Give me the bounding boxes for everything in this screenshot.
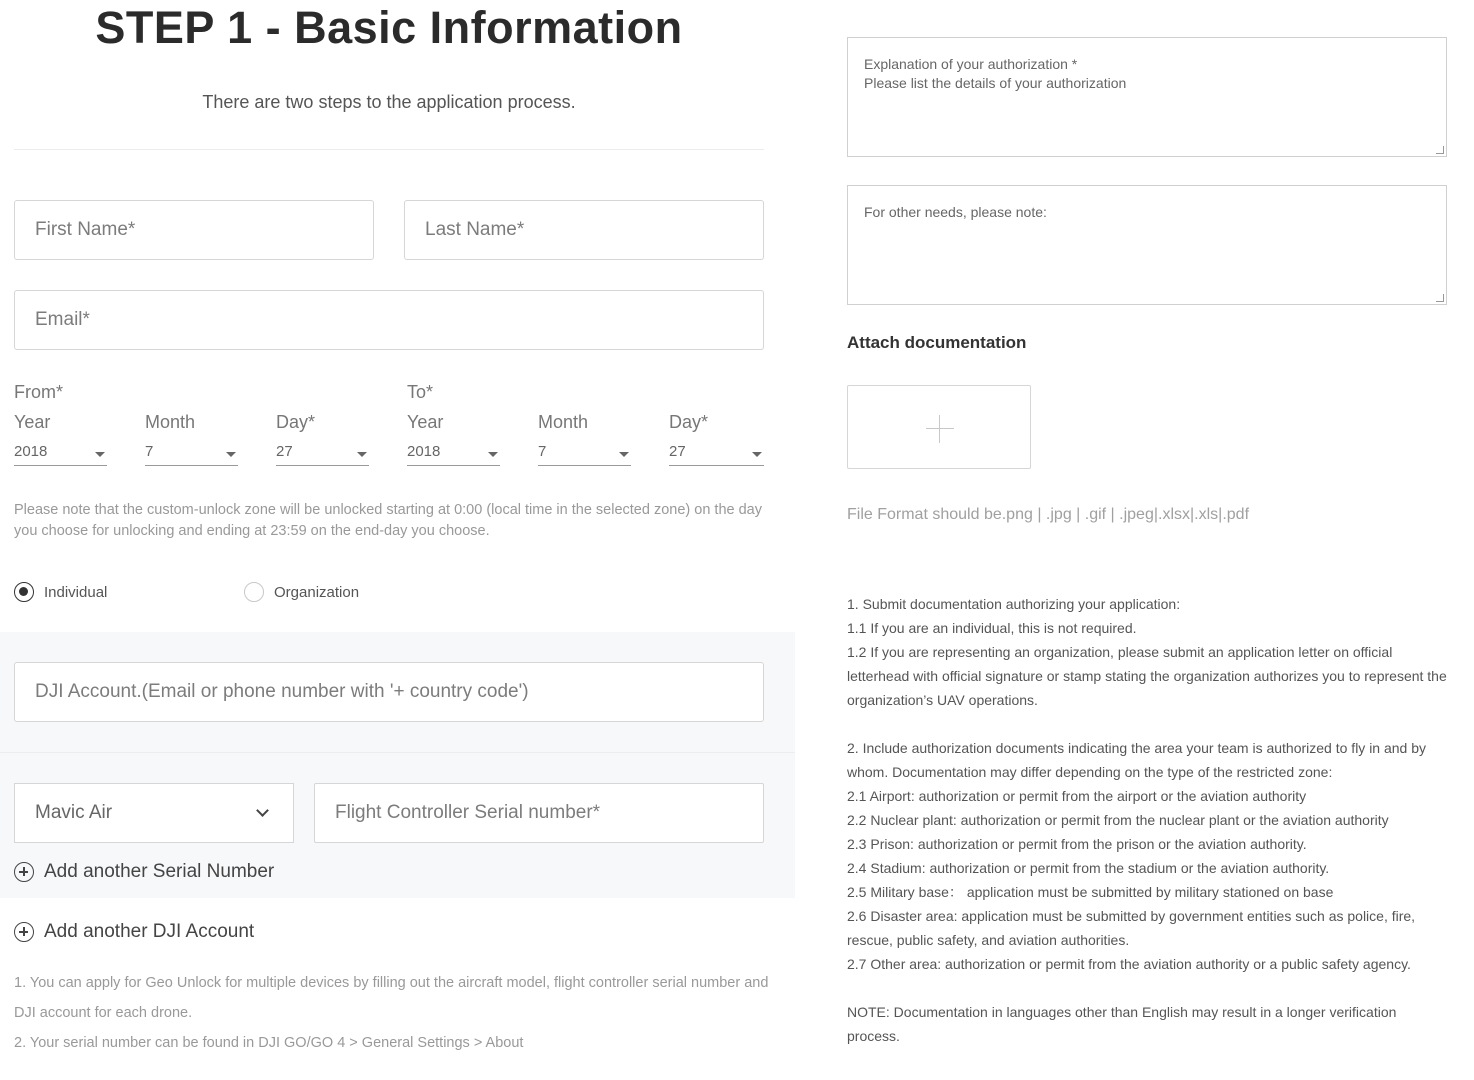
radio-organization-label: Organization	[274, 583, 360, 601]
radio-checked-icon	[14, 582, 34, 602]
chevron-down-icon	[256, 804, 269, 817]
caret-down-icon	[226, 452, 236, 457]
to-month-value: 7	[538, 443, 547, 460]
instruction-line: 2.7 Other area: authorization or permit from the aviation authority or a public safety agency.	[847, 956, 1411, 972]
from-year-label: Year	[14, 412, 51, 432]
to-day-value: 27	[669, 443, 686, 460]
serial-number-input[interactable]: Flight Controller Serial number*	[314, 783, 764, 843]
unlock-time-note: Please note that the custom-unlock zone will be unlocked starting at 0:00 (local time in the selected zone) on the day you choose for unlocking and ending at 23:59 on the end-day you choose.	[14, 502, 762, 539]
instruction-line: 1. Submit documentation authorizing your application:	[847, 596, 1181, 612]
add-dji-account-label: Add another DJI Account	[44, 921, 255, 942]
instruction-note: NOTE: Documentation in languages other than English may result in a longer verification process.	[847, 1004, 1397, 1044]
to-month-label: Month	[538, 412, 589, 432]
aircraft-model-select[interactable]	[14, 783, 294, 843]
authorization-placeholder: Please list the details of your authorization	[864, 75, 1127, 91]
add-serial-number-label: Add another Serial Number	[44, 861, 275, 882]
plus-circle-icon	[14, 862, 34, 882]
authorization-section	[847, 0, 1452, 1080]
instruction-line: 1.1 If you are an individual, this is not required.	[847, 620, 1137, 636]
from-month-label: Month	[145, 412, 196, 432]
instruction-line: 2.5 Military base： application must be submitted by military stationed on base	[847, 884, 1334, 900]
from-label: From*	[14, 382, 63, 402]
last-name-input[interactable]: Last Name*	[404, 200, 764, 260]
aircraft-model-value: Mavic Air	[35, 802, 113, 823]
caret-down-icon	[619, 452, 629, 457]
first-name-input[interactable]: First Name*	[14, 200, 374, 260]
instruction-line: 1.2 If you are representing an organization, please submit an application letter on official letterhead with official signature or stamp stating the organization authorizes you to represent the organization’s UAV operations.	[847, 644, 1447, 708]
from-year-value: 2018	[14, 443, 48, 460]
from-month-value: 7	[145, 443, 154, 460]
footnote-serial-location: 2. Your serial number can be found in DJI GO/GO 4 > General Settings > About	[14, 1035, 524, 1051]
file-format-hint: File Format should be.png | .jpg | .gif | .jpeg|.xlsx|.xls|.pdf	[847, 506, 1250, 523]
to-month-select[interactable]	[538, 438, 631, 466]
from-day-label: Day*	[276, 412, 316, 432]
page-subtitle: There are two steps to the application process.	[202, 92, 576, 112]
from-day-select[interactable]	[276, 438, 369, 466]
caret-down-icon	[488, 452, 498, 457]
instruction-line: 2.3 Prison: authorization or permit from the prison or the aviation authority.	[847, 836, 1307, 852]
footnote-multiple-devices: 1. You can apply for Geo Unlock for multiple devices by filling out the aircraft model, flight controller serial number and DJI account for each drone.	[14, 975, 769, 1021]
to-day-label: Day*	[669, 412, 709, 432]
authorization-textarea[interactable]	[847, 37, 1447, 157]
caret-down-icon	[752, 452, 762, 457]
add-serial-number-link[interactable]	[14, 861, 274, 883]
to-year-value: 2018	[407, 443, 441, 460]
divider	[0, 752, 795, 753]
from-day-value: 27	[276, 443, 293, 460]
instruction-line: 2.2 Nuclear plant: authorization or permit from the nuclear plant or the aviation authority	[847, 812, 1389, 828]
instruction-line: 2. Include authorization documents indicating the area your team is authorized to fly in and by whom. Documentation may differ depending on the type of the restricted zone:	[847, 740, 1427, 780]
plus-icon	[926, 415, 954, 443]
upload-button[interactable]	[847, 385, 1031, 469]
caret-down-icon	[95, 452, 105, 457]
divider	[14, 149, 764, 150]
to-year-select[interactable]	[407, 438, 500, 466]
plus-circle-icon	[14, 922, 34, 942]
radio-individual-label: Individual	[44, 583, 108, 601]
from-year-select[interactable]	[14, 438, 107, 466]
instruction-line: 2.4 Stadium: authorization or permit from the stadium or the aviation authority.	[847, 860, 1330, 876]
to-label: To*	[407, 382, 434, 402]
dji-account-input[interactable]: DJI Account.(Email or phone number with '+ country code')	[14, 662, 764, 722]
authorization-label: Explanation of your authorization *	[864, 56, 1078, 72]
resize-handle-icon[interactable]	[1436, 294, 1444, 302]
to-day-select[interactable]	[669, 438, 764, 466]
email-input[interactable]: Email*	[14, 290, 764, 350]
attach-documentation-title: Attach documentation	[847, 333, 1027, 352]
page-title: STEP 1 - Basic Information	[95, 2, 683, 53]
instruction-line: 2.6 Disaster area: application must be submitted by government entities such as police, fire, rescue, public safety, and aviation authorities.	[847, 908, 1416, 948]
from-month-select[interactable]	[145, 438, 238, 466]
instruction-line: 2.1 Airport: authorization or permit from the airport or the aviation authority	[847, 788, 1307, 804]
other-needs-placeholder: For other needs, please note:	[864, 204, 1047, 220]
documentation-instructions	[847, 592, 1452, 1048]
radio-unchecked-icon	[244, 582, 264, 602]
resize-handle-icon[interactable]	[1436, 146, 1444, 154]
to-year-label: Year	[407, 412, 444, 432]
other-needs-textarea[interactable]	[847, 185, 1447, 305]
caret-down-icon	[357, 452, 367, 457]
add-dji-account-link[interactable]	[14, 921, 254, 943]
radio-organization[interactable]	[244, 582, 359, 602]
radio-individual[interactable]	[14, 582, 107, 602]
